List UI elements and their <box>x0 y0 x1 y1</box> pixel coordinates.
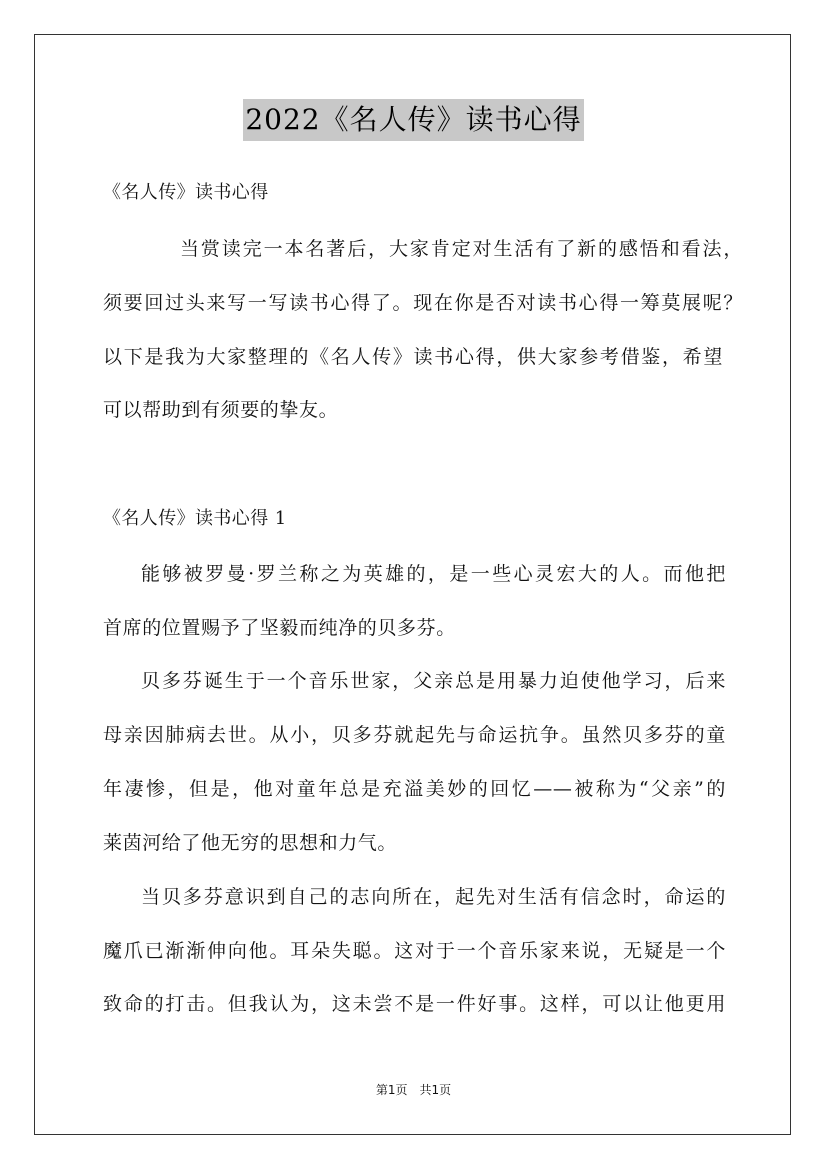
body-line-8: 魔爪已渐渐伸向他。耳朵失聪。这对于一个音乐家来说，无疑是一个 <box>103 940 726 962</box>
body-line-6: 莱茵河给了他无穷的思想和力气。 <box>103 832 398 854</box>
body-line-1: 能够被罗曼·罗兰称之为英雄的，是一些心灵宏大的人。而他把 <box>141 563 726 585</box>
page-number-footer: 第1页 共1页 <box>375 1083 452 1097</box>
intro-line-1: 当赏读完一本名著后，大家肯定对生活有了新的感悟和看法， <box>180 238 743 260</box>
body-line-5: 年凄惨，但是，他对童年总是充溢美妙的回忆——被称为“父亲”的 <box>103 778 726 800</box>
intro-line-2: 须要回过头来写一写读书心得了。现在你是否对读书心得一筹莫展呢？ <box>103 292 743 314</box>
intro-line-4: 可以帮助到有须要的挚友。 <box>103 399 339 421</box>
body-line-3: 贝多芬诞生于一个音乐世家，父亲总是用暴力迫使他学习，后来 <box>141 670 726 692</box>
body-line-4: 母亲因肺病去世。从小，贝多芬就起先与命运抗争。虽然贝多芬的童 <box>103 724 726 746</box>
title-container <box>0 99 827 141</box>
body-line-7: 当贝多芬意识到自己的志向所在，起先对生活有信念时，命运的 <box>141 886 726 908</box>
intro-line-3: 以下是我为大家整理的《名人传》读书心得，供大家参考借鉴，希望 <box>103 346 723 368</box>
section-heading: 《名人传》读书心得 1 <box>103 508 287 529</box>
body-line-2: 首席的位置赐予了坚毅而纯净的贝多芬。 <box>103 617 456 639</box>
document-subtitle: 《名人传》读书心得 <box>103 182 269 203</box>
document-title: 2022《名人传》读书心得 <box>243 99 583 141</box>
body-line-9: 致命的打击。但我认为，这未尝不是一件好事。这样，可以让他更用 <box>103 993 726 1015</box>
